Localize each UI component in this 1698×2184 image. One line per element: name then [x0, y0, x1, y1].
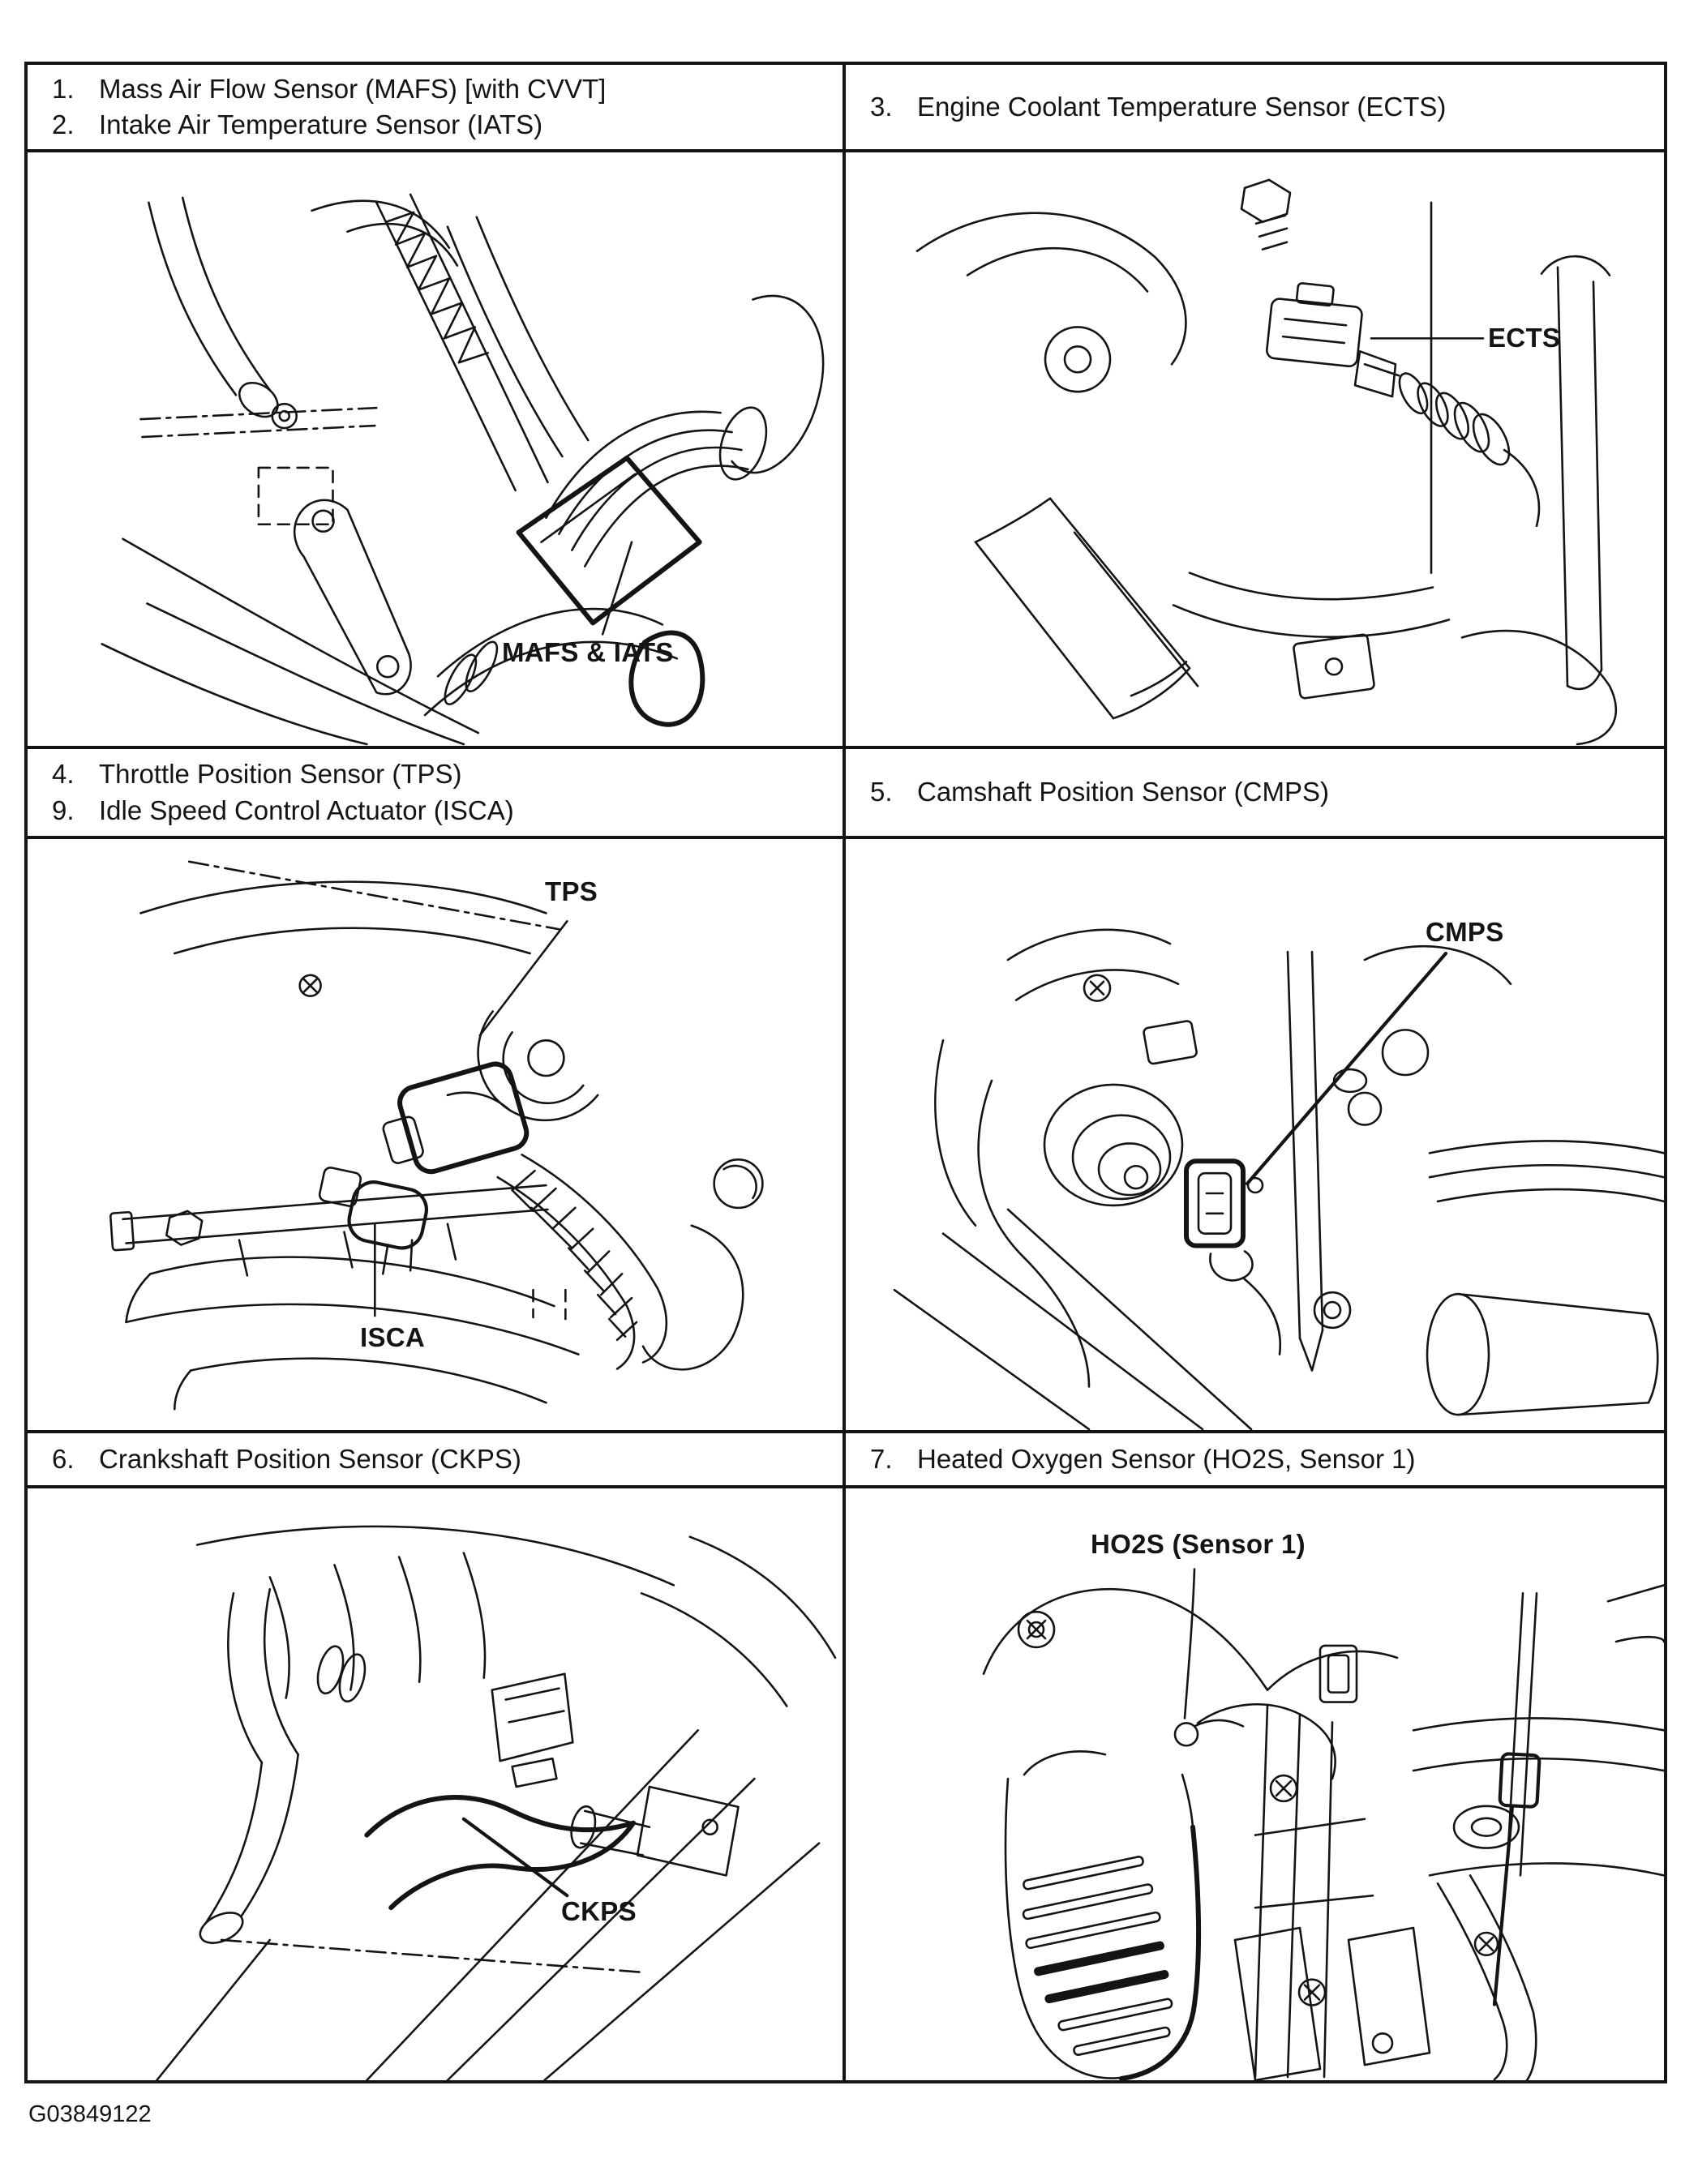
- header-item-text: Mass Air Flow Sensor (MAFS) [with CVVT]: [99, 73, 607, 104]
- header-item-text: Camshaft Position Sensor (CMPS): [917, 777, 1330, 807]
- header-item: [52, 107, 843, 143]
- callout-label-ects: ECTS: [1488, 323, 1561, 353]
- callout-label-ckps: CKPS: [561, 1896, 637, 1926]
- illustration-cell-ho2s: [846, 1488, 1664, 2080]
- header-item-text: Throttle Position Sensor (TPS): [99, 759, 462, 790]
- header-item-text: Idle Speed Control Actuator (ISCA): [99, 794, 514, 825]
- header-item: [52, 793, 843, 829]
- cmps-illustration: [846, 839, 1664, 1430]
- illustration-cell-cmps: [846, 839, 1664, 1433]
- header-item-number: 7.: [870, 1443, 893, 1474]
- illustration-cell-ects: [846, 152, 1664, 749]
- header-item-number: 4.: [52, 759, 75, 790]
- illustration-cell-mafs-iats: [28, 152, 846, 749]
- figure-code: G03849122: [28, 2101, 152, 2127]
- header-item-text: Crankshaft Position Sensor (CKPS): [99, 1443, 521, 1474]
- header-tps-isca: [28, 749, 846, 839]
- header-item-text: Heated Oxygen Sensor (HO2S, Sensor 1): [917, 1443, 1416, 1474]
- header-item-number: 9.: [52, 794, 75, 825]
- header-item-number: 6.: [52, 1443, 75, 1474]
- header-cmps: [846, 749, 1664, 839]
- illustration-cell-tps-isca: [28, 839, 846, 1433]
- header-item: [52, 1441, 843, 1477]
- header-item: [870, 89, 1664, 125]
- callout-label-mafs-iats: MAFS & IATS: [502, 637, 674, 667]
- tps-isca-illustration: [28, 839, 843, 1430]
- callout-label-tps: TPS: [545, 876, 598, 906]
- header-item-number: 1.: [52, 73, 75, 104]
- header-item-number: 3.: [870, 91, 893, 122]
- header-item-text: Intake Air Temperature Sensor (IATS): [99, 109, 543, 139]
- header-item-number: 2.: [52, 109, 75, 139]
- callout-label-isca: ISCA: [360, 1322, 426, 1352]
- callout-label-cmps: CMPS: [1426, 917, 1504, 947]
- illustration-cell-ckps: [28, 1488, 846, 2080]
- callout-label-ho2s: HO2S (Sensor 1): [1091, 1529, 1306, 1559]
- header-item: [52, 71, 843, 107]
- header-ects: [846, 65, 1664, 152]
- ho2s-illustration: [846, 1488, 1664, 2080]
- header-ckps: [28, 1433, 846, 1488]
- ckps-illustration: [28, 1488, 843, 2080]
- header-mafs-iats: [28, 65, 846, 152]
- ects-illustration: [846, 152, 1664, 746]
- header-item-text: Engine Coolant Temperature Sensor (ECTS): [917, 91, 1447, 122]
- header-ho2s: [846, 1433, 1664, 1488]
- mafs-iats-illustration: [28, 152, 843, 746]
- header-item: [870, 1441, 1664, 1477]
- sensor-location-table: [24, 62, 1667, 2083]
- header-item: [870, 774, 1664, 810]
- header-item: [52, 756, 843, 792]
- header-item-number: 5.: [870, 777, 893, 807]
